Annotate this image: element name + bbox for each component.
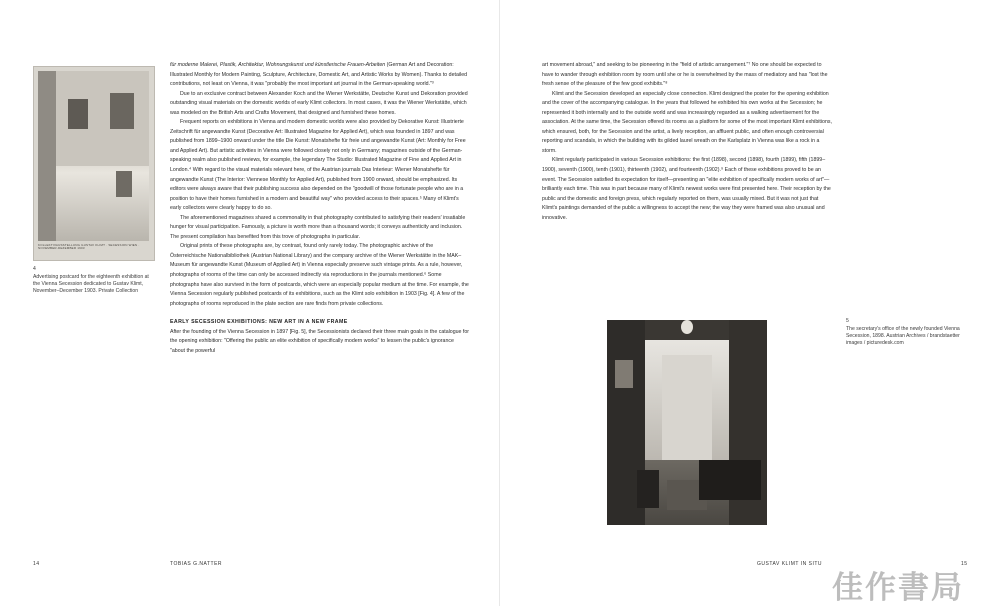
paragraph: Frequent reports on exhibitions in Vienna and modern domestic worlds were also provided by Dekorative Kunst: Illustrierte Zeitschrift für angewandte Kunst (Decorative Art: Illustrated Magazine for Applied Art), which was founded in 1897 and was published from 1899–1900 onward under the title Die Kunst: Monatshefte für freie und angewandte Kunst (Art: Monthly for Free and Applied Art). But artistic activities in Vienna were followed closely not only in Germany; magazines outside of the German-speaking realm also published reviews, for example, the legendary The Studio: Illustrated Magazine of Fine and Applied Art in London.⁴ With regard to the visual materials relevant here, of the Austrian journals Das Interieur: Wiener Monatshefte für angewandte Kunst (The Interior: Viennese Monthly for Applied Art), published from 1900 onward, should be emphasized. Its editors were always aware that their publishing success also depended on the "goodwill of those fortunate people who are in a position to have their homes furnished in a modern and beautiful way" who provided access to their spaces.⁵ Many of Klimt's early collectors were clearly happy to do so. [170, 119, 466, 212]
paragraph: art movement abroad," and seeking to be pioneering in the "field of artistic arrangement."⁷ No one should be expected to have to wander through exhibition room by room until she or he is overwhelmed by the mass of mediatory and has "lost the fresh sense of the pleasure of the few good exhibits."⁸ [542, 62, 828, 88]
figure-number: 5 [846, 318, 849, 324]
figure-5-caption [846, 318, 966, 347]
secretary-office-photo [607, 320, 767, 525]
caption-text: Advertising postcard for the eighteenth exhibition at the Vienna Secession dedicated to Gustav Klimt, November–December 1903. Private Collection [33, 274, 149, 294]
postcard-photo [33, 66, 155, 261]
caption-text: The secretary's office of the newly founded Vienna Secession, 1898. Austrian Archives / brandstaetter images / picturedesk.com [846, 326, 960, 346]
paragraph: Original prints of these photographs are, by contrast, found only rarely today. The photographic archive of the Österreichische Nationalbibliothek (Austrian National Library) and the company archive of the Wiener Werkstätte in the MAK–Museum für angewandte Kunst (Museum of Applied Art) in Vienna especially preserve such vintage prints. As a rule, however, photographs of rooms of the time can only be accessed indirectly via reproductions in the journals mentioned.⁶ Some photographs have also survived in the form of postcards, which were an especially popular medium at the time. For example, the Vienna Secession regularly published postcards of its exhibitions, such as the Klimt solo exhibition in 1903 [Fig. 4]. A few of the photographs of rooms reproduced in the plate section are rare finds from private collections. [170, 243, 469, 307]
publisher-watermark: 佳作書局 [832, 570, 964, 606]
running-author: TOBIAS G.NATTER [170, 561, 223, 567]
section-heading: EARLY SECESSION EXHIBITIONS: NEW ART IN A NEW FRAME [170, 319, 348, 326]
figure-4-caption [33, 266, 155, 295]
left-page [0, 0, 500, 606]
postcard-image [38, 71, 149, 241]
paragraph: After the founding of the Vienna Secession in 1897 [Fig. 5], the Secessionists declared their three main goals in the catalogue for the opening exhibition: "Offering the public an elite exhibition of specifically modern works" to lessen the public's ignorance "about the powerful [170, 328, 470, 354]
page-number-right: 15 [961, 561, 968, 567]
page-number-left: 14 [33, 561, 40, 567]
paragraph: Klimt regularly participated in various Secession exhibitions: the first (1898), second (1898), fourth (1899), fifth (1899–1900), seventh (1900), tenth (1901), thirteenth (1902), and fourteenth (1902).⁹ Each of these exhibitions proved to be an event. The Secession satisfied its expectation for itself—presenting an "elite exhibition of specifically modern works of art"—brilliantly each time. This was in part because many of Klimt's newest works were first presented here. Their reception by the public and the domestic and foreign press, which regularly reported on them, was usually mixed. But it was not just that Klimt's paintings demanded of the public a willingness to accept the new; the way they were framed was also unusual and innovative. [542, 157, 831, 221]
left-text-column [170, 61, 470, 356]
postcard-strip-text: KOLLEKTIVAUSSTELLUNG GUSTAV KLIMT · SECESSION WIEN · NOVEMBER-DEZEMBER 1903 [38, 243, 140, 251]
paragraph: Due to an exclusive contract between Alexander Koch and the Wiener Werkstätte, Deutsche Kunst und Dekoration provided outstanding visual materials on the domestic worlds of early Klimt collectors. In most cases, it was the Wiener Werkstätte, which was modeled on the British Arts and Crafts Movement, that designed and furnished these homes. [170, 90, 468, 116]
figure-number: 4 [33, 266, 36, 272]
paragraph: für moderne Malerei, Plastik, Architektur, Wohnungskunst und künstlerische Frauen-Arbeiten (German Art and Decoration: Illustrated Monthly for Modern Painting, Sculpture, Architecture, Domestic Art, and Artistic Works by Women). Thanks to detailed contributions, not least on Vienna, it was "probably the most important art journal in the German-speaking world."³ [170, 62, 468, 88]
paragraph: Klimt and the Secession developed an especially close connection. Klimt designed the poster for the opening exhibition and the cover of the accompanying catalogue. In the years that followed he exhibited his own works at the Secession; he represented it both internally and to the outside world and was increasingly regarded as a walking advertisement for the association. At the same time, the Secession offered its rooms as a platform for some of the most important Klimt exhibitions, which ensured, both, for the Secession and the artist, a lively reception, an affluent public, and often enough controversial reporting and scandals, in which the building with its gilded laurel wreath on the Karlsplatz in Vienna was like a rock in a storm. [542, 90, 832, 154]
running-title: GUSTAV KLIMT IN SITU [757, 561, 823, 567]
right-text-column [542, 61, 833, 223]
paragraph: The aforementioned magazines shared a commonality in that photography contributed to satisfying their readers' insatiable hunger for visual participation. Famously, a picture is worth more than a thousand words; it conveys authenticity and inclusion. The present compilation has benefited from this trove of photographs in particular. [170, 214, 466, 240]
